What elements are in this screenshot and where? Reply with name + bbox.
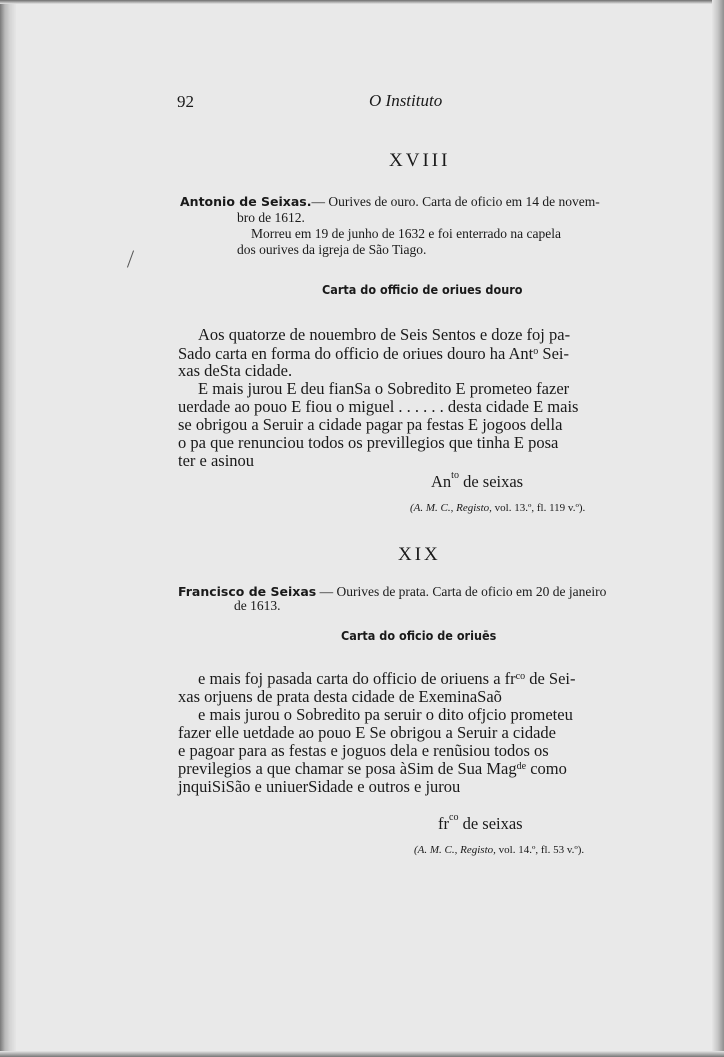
entry-header-18 [180,194,600,210]
entry-line: dos ourives da igreja de São Tiago. [237,242,427,257]
entry-description: — Ourives de ouro. Carta de oficio em 14 de novem- [311,194,600,209]
transcription-line: se obrigou a Seruir a cidade pagar pa festas E jogoos della [178,415,563,434]
entry-name: Antonio de Seixas. [180,194,312,209]
entry-line: bro de 1612. [237,210,305,225]
transcription-line: fazer elle uetdade ao pouo E Se obrigou a Seruir a cidade [178,723,556,742]
document-subheading-18: Carta do officio de oriues douro [322,282,523,297]
running-title: O Instituto [369,91,443,110]
section-numeral-19: XIX [398,544,441,565]
transcription-line: previlegios a que chamar se posa àSim de Sua Mag$^{de}$ como [178,759,567,778]
transcription-line: Aos quatorze de nouembro de Seis Sentos e doze foj pa- [198,325,571,344]
transcription-line: xas deSta cidade. [178,361,293,380]
page-top-edge [0,0,724,4]
scan-mark [127,250,134,267]
page-bottom-edge [0,1051,724,1057]
transcription-line: xas orjuens de prata desta cidade de ExeminaSaõ [178,687,502,706]
transcription-line: e mais foj pasada carta do officio de oriuens a $fr^{co}$ de Sei- [198,669,576,688]
entry-description: — Ourives de prata. Carta de oficio em 20 de janeiro [316,584,607,599]
transcription-line: Sado carta en forma do officio de oriues douro ha Ant$^o$ Sei- [178,344,569,363]
book-spine-shadow [0,0,16,1057]
signature-18: $An^{to}$ de seixas [431,470,524,491]
entry-line: Morreu em 19 de junho de 1632 e foi enterrado na capela [251,226,562,241]
transcription-line: o pa que renunciou todos os previllegios que tinha E posa [178,433,559,452]
page-right-edge [712,0,724,1057]
citation-18: (A. M. C., Registo, vol. 13.º, fl. 119 v.º). [410,502,586,514]
transcription-line: jnquiSiSão e uniuerSidade e outros e jurou [178,777,461,796]
entry-line: de 1613. [234,598,281,613]
section-numeral-18: XVIII [389,150,451,171]
signature-19: $fr^{co}$ de seixas [438,812,523,833]
transcription-line: uerdade ao pouo E fiou o miguel . . . . . . desta cidade E mais [178,397,579,416]
transcription-line: e mais jurou o Sobredito pa seruir o dito ofjcio prometeu [198,705,573,724]
transcription-line: e pagoar para as festas e joguos dela e renũsiou todos os [178,741,549,760]
citation-19: (A. M. C., Registo, vol. 14.º, fl. 53 v.º). [414,844,585,856]
page-number: 92 [177,92,194,111]
entry-name: Francisco de Seixas [178,584,317,599]
transcription-line: ter e asinou [178,451,255,470]
transcription-line: E mais jurou E deu fianSa o Sobredito E prometeo fazer [198,379,570,398]
document-subheading-19: Carta do oficio de oriuēs [341,628,497,643]
